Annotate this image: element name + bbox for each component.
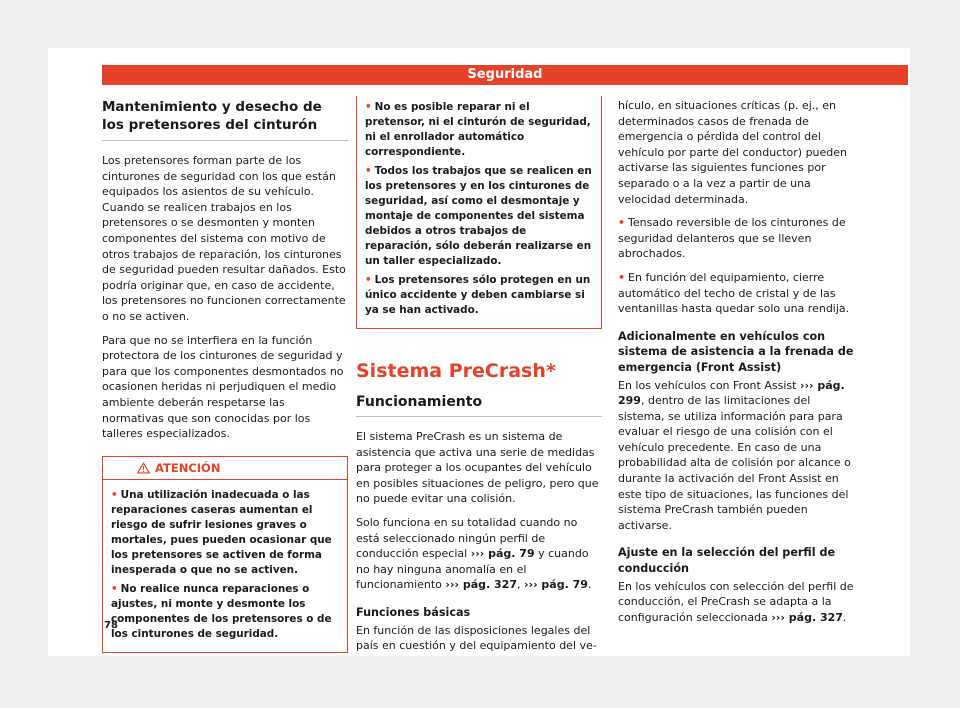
warning-title: ATENCIÓN bbox=[155, 460, 221, 475]
section-heading-pretensores: Mantenimiento y desecho de los pretensores del cinturón bbox=[102, 98, 348, 141]
column-3 bbox=[618, 98, 858, 633]
minor-heading: Adicionalmente en vehículos con sistema de asistencia a la frenada de emergencia (Front Assist) bbox=[618, 329, 854, 374]
warning-item: • Una utilización inadecuada o las reparaciones caseras aumentan el riesgo de sufrir lesiones graves o mortales, pues pueden ocasionar que los pretensores se activen de forma inesperada o que no se activen. bbox=[111, 488, 332, 576]
column-2 bbox=[356, 98, 602, 662]
warning-item: • Todos los trabajos que se realicen en los pretensores y en los cinturones de seguridad, así como el desmontaje y montaje de componentes del sistema debidos a otros trabajos de reparación, sólo deberán realizarse en un taller especializado. bbox=[365, 165, 592, 267]
paragraph: Los pretensores forman parte de los cinturones de seguridad con los que están equipados los asientos de su vehículo. Cuando se realicen trabajos en los pretensores o se desmonten y monten componentes del sistema con motivo de otros trabajos de reparación, los cinturones de seguridad pueden resultar dañados. Esto podría originar que, en caso de accidente, los pretensores no funcionen correctamente o no se activen. bbox=[102, 154, 346, 323]
page-reference-link[interactable]: ››› pág. 327 bbox=[771, 610, 843, 624]
manual-page bbox=[48, 48, 910, 656]
subsection-title-funcionamiento: Funcionamiento bbox=[356, 393, 602, 417]
bullet-item: • En función del equipamiento, cierre automático del techo de cristal y de las ventanillas hasta quedar solo una rendija. bbox=[618, 270, 850, 316]
paragraph: Solo funciona en su totalidad cuando no está seleccionado ningún perfil de conducción especial ››› pág. 79 y cuando no hay ninguna anomalía en el funcionamiento ››› pág. 327, ››› pág. 79. bbox=[356, 515, 592, 592]
warning-item: • Los pretensores sólo protegen en un único accidente y deben cambiarse si ya se han activado. bbox=[365, 274, 591, 316]
minor-heading: Ajuste en la selección del perfil de conducción bbox=[618, 546, 836, 576]
column-1 bbox=[102, 98, 348, 653]
warning-box bbox=[102, 456, 348, 653]
bullet-item: • Tensado reversible de los cinturones de seguridad delanteros que se lleven abrochados. bbox=[618, 216, 846, 261]
paragraph: El sistema PreCrash es un sistema de asistencia que activa una serie de medidas para proteger a los ocupantes del vehículo en posibles situaciones de peligro, pero que no puede evitar una colisión. bbox=[356, 430, 599, 506]
warning-item: • No es posible reparar ni el pretensor, ni el cinturón de seguridad, ni el enrollador automático correspondiente. bbox=[365, 101, 591, 158]
paragraph: Para que no se interfiera en la función protectora de los cinturones de seguridad y para que los componentes desmontados no ocasionen heridas ni perjudiquen el medio ambiente deberán respetarse las normativas que son conocidas por los talleres especializados. bbox=[102, 333, 344, 441]
paragraph: En función de las disposiciones legales del país en cuestión y del equipamiento del ve- bbox=[356, 623, 597, 653]
warning-triangle-icon bbox=[137, 462, 150, 474]
minor-heading: Funciones básicas bbox=[356, 605, 471, 619]
warning-body bbox=[103, 480, 347, 652]
warning-header bbox=[103, 457, 347, 480]
page-reference-link[interactable]: ››› pág. 79 bbox=[470, 547, 535, 561]
paragraph: hículo, en situaciones críticas (p. ej., en determinados casos de frenada de emergencia o pérdida del control del vehículo por parte del conductor) pueden activarse las siguientes funciones por separado o a la vez a partir de una velocidad determinada. bbox=[618, 99, 848, 206]
page-number: 78 bbox=[104, 620, 118, 631]
page-reference-link[interactable]: ››› pág. 299 bbox=[618, 378, 845, 408]
warning-box-continued bbox=[356, 96, 602, 329]
paragraph: En los vehículos con selección del perfil de conducción, el PreCrash se adapta a la configuración seleccionada ››› pág. 327. bbox=[618, 579, 854, 624]
warning-item: • No realice nunca reparaciones o ajustes, ni monte y desmonte los componentes de los pretensores o de los cinturones de seguridad. bbox=[111, 582, 332, 640]
paragraph: En los vehículos con Front Assist ››› pág. 299, dentro de las limitaciones del sistema, se utiliza información para para evaluar el riesgo de una colisión con el vehículo precedente. En caso de una probabilidad alta de colisión por alcance o durante la activación del Front Assist en este tipo de situaciones, las funciones del sistema PreCrash también pueden activarse. bbox=[618, 378, 851, 532]
page-reference-link[interactable]: ››› pág. 79 bbox=[524, 578, 588, 592]
page-reference-link[interactable]: ››› pág. 327 bbox=[445, 578, 517, 592]
page-header: Seguridad bbox=[102, 65, 908, 85]
section-title-precrash: Sistema PreCrash* bbox=[356, 360, 556, 382]
